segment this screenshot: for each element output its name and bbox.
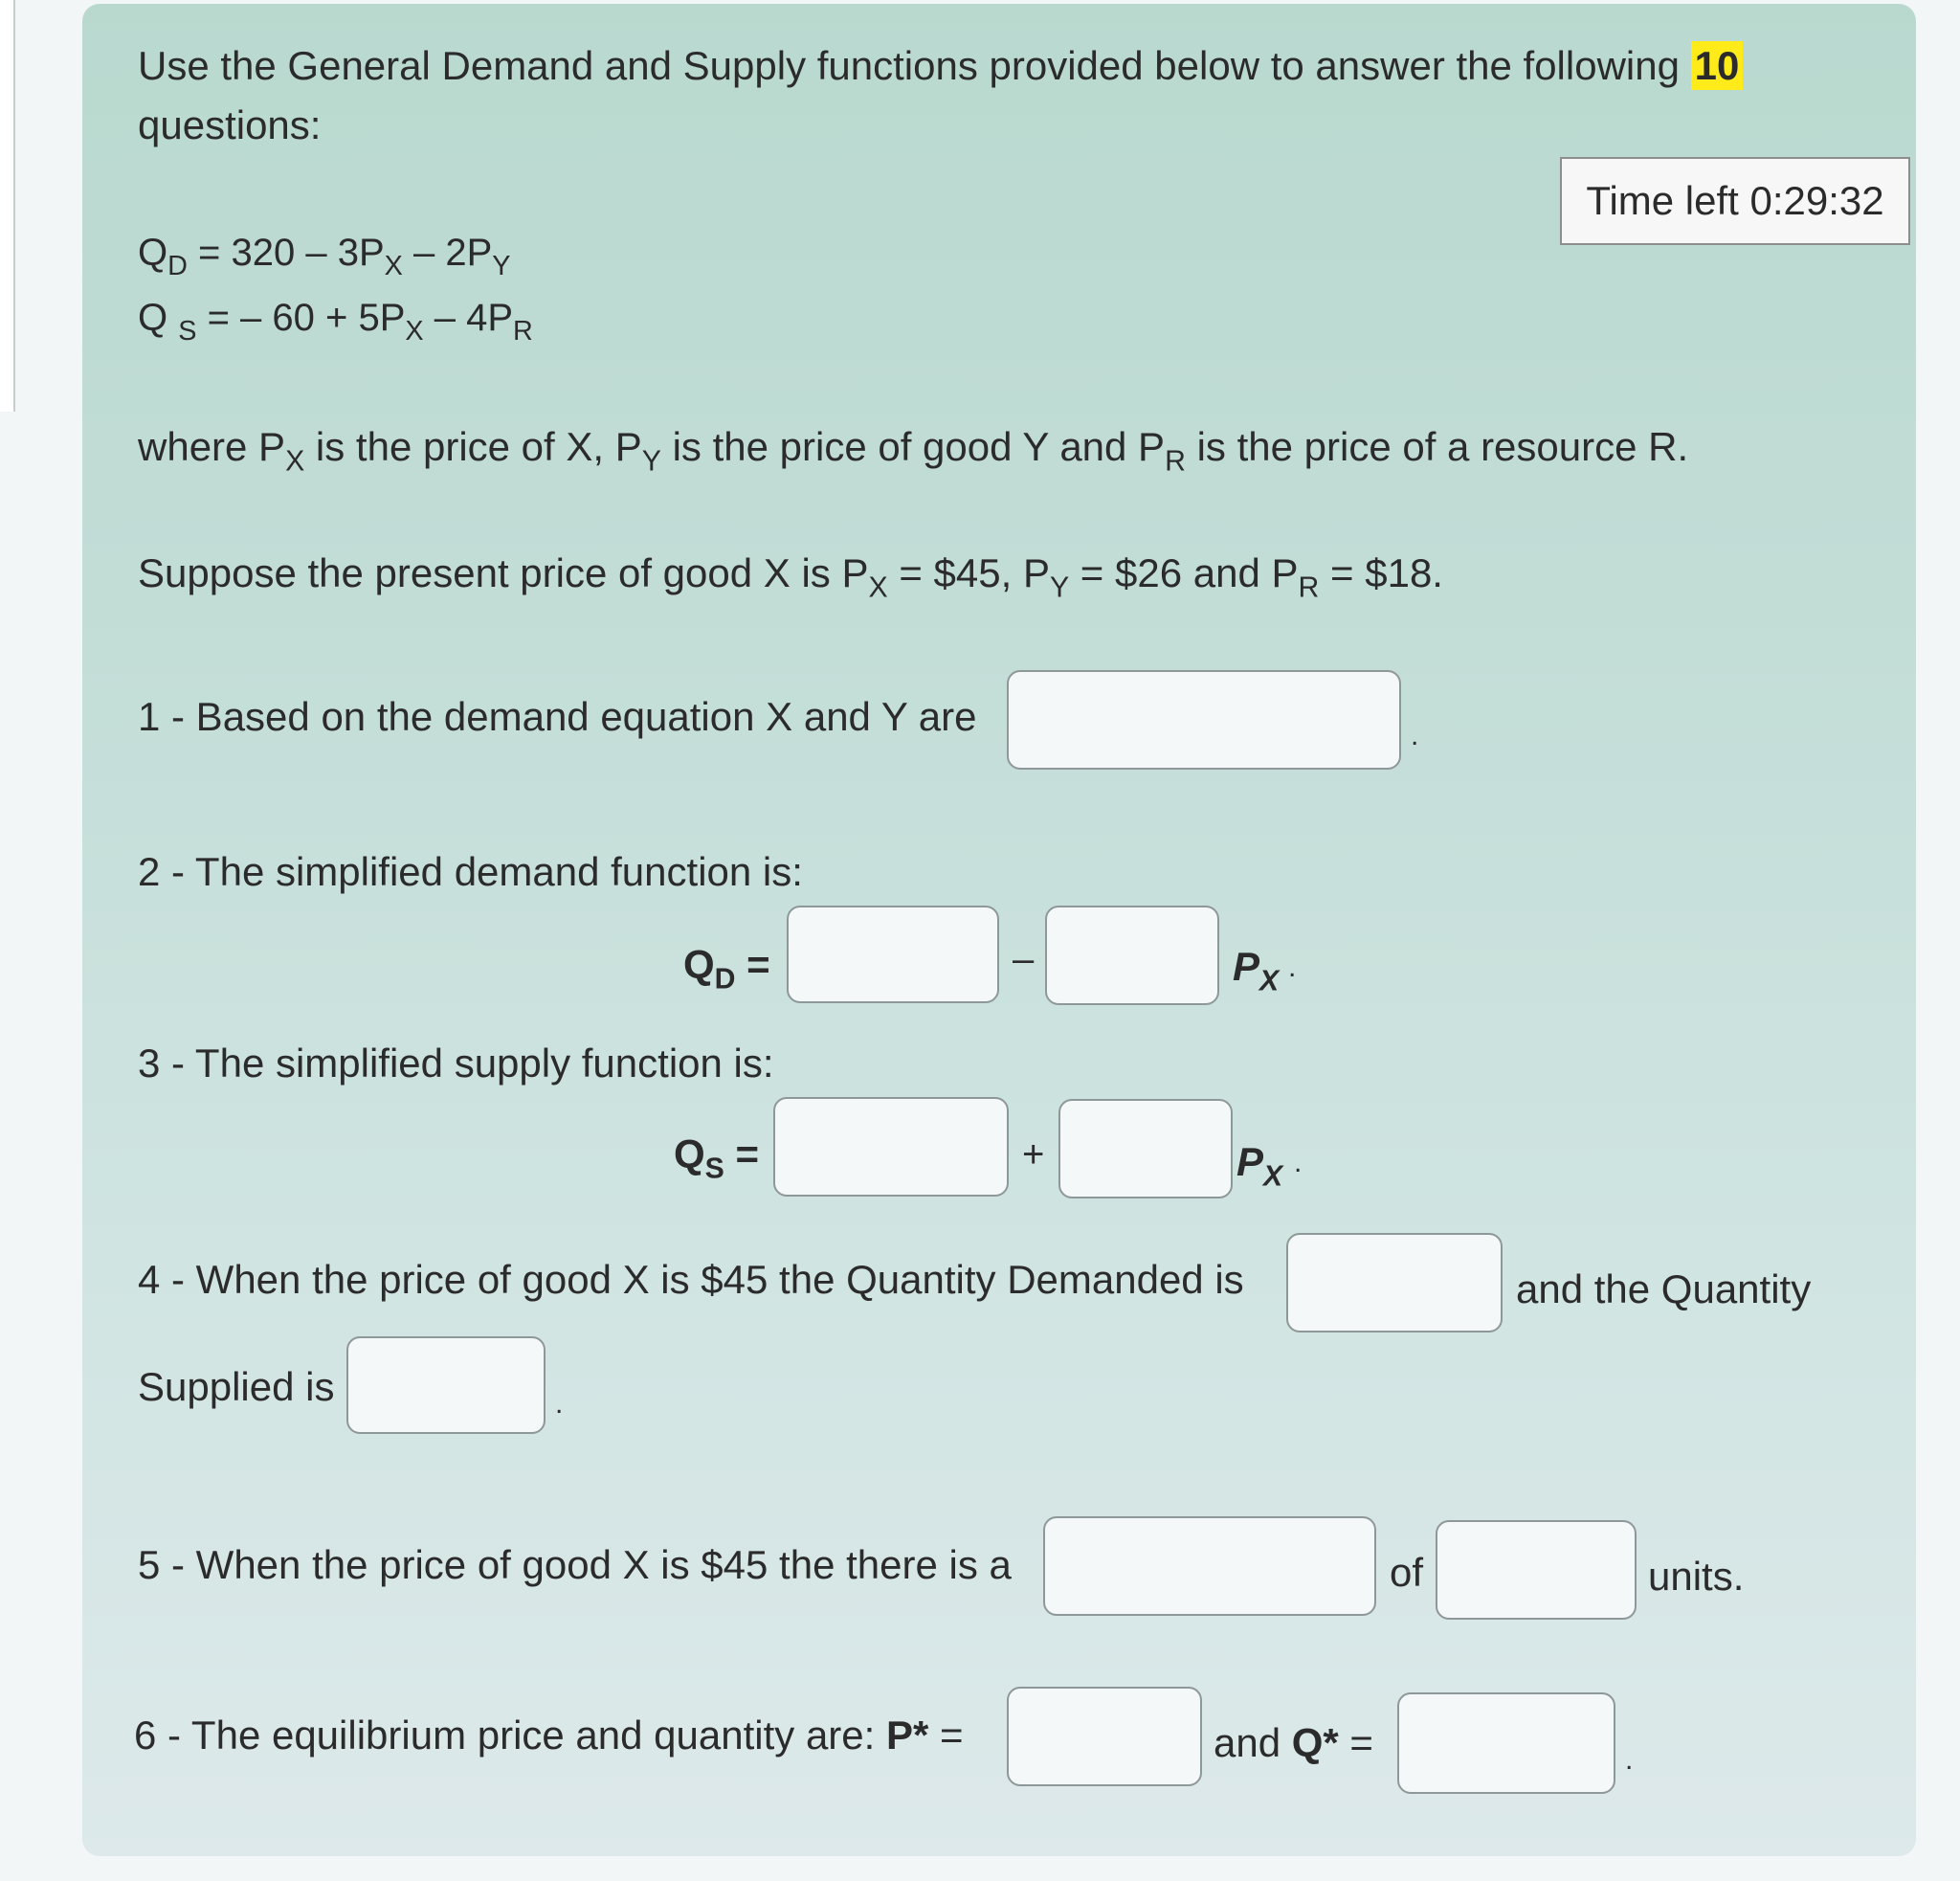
q3-period: .	[1294, 1147, 1303, 1178]
q3-variable: $P_X$	[1236, 1139, 1283, 1193]
q2-slope-input[interactable]	[1045, 906, 1219, 1005]
q2-text: 2 - The simplified demand function is:	[138, 849, 803, 894]
q2-variable: $P_X$	[1233, 944, 1280, 997]
suppose-statement: Suppose the present price of good X is $P_X$ = $45, $P_Y$ = $26 and $P_R$ = $18.	[138, 550, 1443, 604]
q6-equilibrium-quantity-input[interactable]	[1397, 1692, 1615, 1794]
q5-units-label: units.	[1648, 1554, 1745, 1599]
q4-continuation: and the Quantity	[1516, 1266, 1812, 1311]
q6-and-label: and Q* =	[1214, 1720, 1373, 1765]
intro-line	[138, 43, 1743, 88]
time-left-indicator: Time left 0:29:32	[1560, 157, 1910, 245]
q5-shortage-surplus-input[interactable]	[1043, 1516, 1376, 1616]
supply-equation: Q $_S$ = – $60 + 5P_X - 4P_R$	[138, 297, 533, 347]
q3-operator: +	[1022, 1133, 1045, 1176]
q5-text: 5 - When the price of good X is $45 the there is a	[138, 1542, 1012, 1587]
intro-line-2: questions:	[138, 102, 322, 147]
q4-quantity-supplied-input[interactable]	[346, 1336, 546, 1434]
q2-period: .	[1288, 952, 1297, 983]
q6-equilibrium-price-input[interactable]	[1007, 1687, 1202, 1786]
q3-slope-input[interactable]	[1058, 1099, 1233, 1198]
q6-period: .	[1625, 1744, 1634, 1776]
q4-supplied-label: Supplied is	[138, 1364, 335, 1409]
q4-text: 4 - When the price of good X is $45 the Quantity Demanded is	[138, 1257, 1244, 1302]
q3-intercept-input[interactable]	[773, 1097, 1009, 1197]
q5-of-label: of	[1390, 1550, 1424, 1595]
where-definition: where $P_X$ is the price of X, $P_Y$ is the price of good Y and $P_R$ is the price of a resource R.	[138, 424, 1689, 478]
q6-text: 6 - The equilibrium price and quantity are: P* =	[134, 1713, 964, 1758]
q1-text: 1 - Based on the demand equation X and Y are	[138, 694, 977, 739]
intro-text: Use the General Demand and Supply functions provided below to answer the following	[138, 43, 1680, 88]
q5-units-input[interactable]	[1436, 1520, 1637, 1620]
question-count-highlight: 10	[1691, 41, 1744, 90]
left-window-edge	[0, 0, 15, 412]
q2-operator: –	[1013, 938, 1035, 980]
q3-lhs: $Q_S$ =	[674, 1131, 760, 1185]
q1-answer-input[interactable]	[1007, 670, 1401, 770]
q4-quantity-demanded-input[interactable]	[1286, 1233, 1503, 1332]
q2-lhs: $Q_D$ =	[683, 942, 770, 996]
q1-period: .	[1411, 720, 1419, 751]
q-star-label: Q*	[1291, 1720, 1339, 1765]
q3-text: 3 - The simplified supply function is:	[138, 1041, 774, 1086]
demand-equation: $Q_D = 320 - 3P_X - 2P_Y$	[138, 232, 511, 282]
q4-period: .	[555, 1388, 564, 1420]
q2-intercept-input[interactable]	[787, 906, 999, 1003]
p-star-label: P*	[886, 1713, 929, 1758]
